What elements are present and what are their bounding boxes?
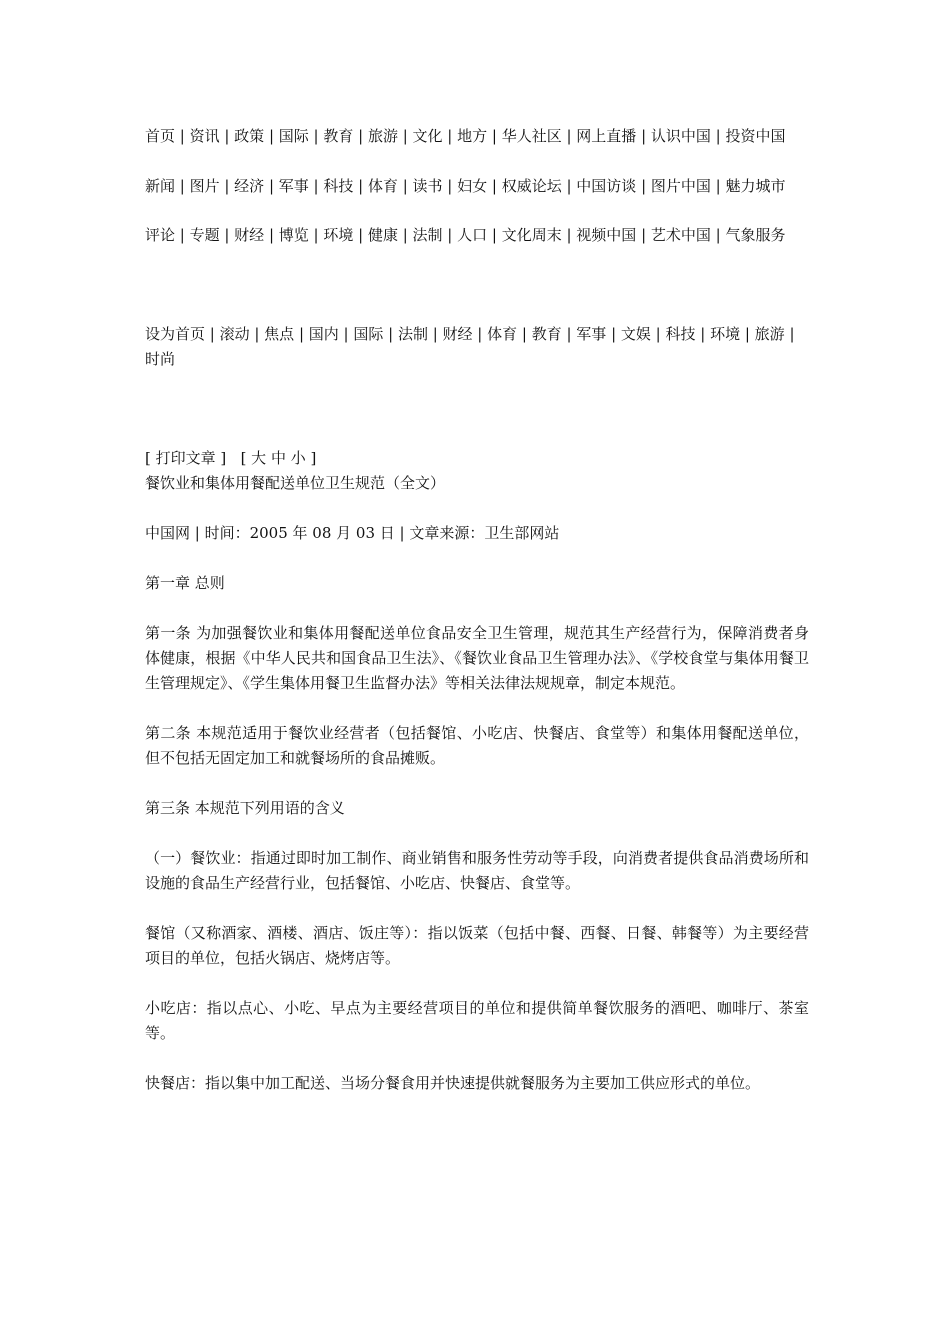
nav-row-2[interactable]: 新闻 | 图片 | 经济 | 军事 | 科技 | 体育 | 读书 | 妇女 | 权威论坛 | 中国访谈 | 图片中国 | 魅力城市 [145, 177, 786, 195]
article-paragraph: 第三条 本规范下列用语的含义 [145, 799, 345, 817]
article-paragraph: 快餐店：指以集中加工配送、当场分餐食用并快速提供就餐服务为主要加工供应形式的单位。 [145, 1074, 761, 1092]
article-paragraph: （一）餐饮业：指通过即时加工制作、商业销售和服务性劳动等手段，向消费者提供食品消费场所和设施的食品生产经营行业，包括餐馆、小吃店、快餐店、食堂等。 [145, 849, 809, 892]
print-article-link[interactable]: [ 打印文章 ] [145, 449, 227, 467]
article-tools [145, 446, 809, 471]
nav-row-1[interactable]: 首页 | 资讯 | 政策 | 国际 | 教育 | 旅游 | 文化 | 地方 | 华人社区 | 网上直播 | 认识中国 | 投资中国 [145, 127, 786, 145]
article-paragraph: 餐馆（又称酒家、酒楼、酒店、饭庄等）：指以饭菜（包括中餐、西餐、日餐、韩餐等）为主要经营项目的单位，包括火锅店、烧烤店等。 [145, 924, 809, 967]
article-meta: 中国网 | 时间：2005 年 08 月 03 日 | 文章来源：卫生部网站 [145, 524, 560, 542]
article-paragraph: 第一条 为加强餐饮业和集体用餐配送单位食品安全卫生管理，规范其生产经营行为，保障消费者身体健康，根据《中华人民共和国食品卫生法》、《餐饮业食品卫生管理办法》、《学校食堂与集体用餐卫生管理规定》、《学生集体用餐卫生监督办法》等相关法律法规规章，制定本规范。 [145, 624, 809, 692]
nav-row-3[interactable]: 评论 | 专题 | 财经 | 博览 | 环境 | 健康 | 法制 | 人口 | 文化周末 | 视频中国 | 艺术中国 | 气象服务 [145, 226, 786, 244]
article-paragraph: 小吃店：指以点心、小吃、早点为主要经营项目的单位和提供简单餐饮服务的酒吧、咖啡厅、茶室等。 [145, 999, 809, 1042]
article-title: 餐饮业和集体用餐配送单位卫生规范（全文） [145, 474, 446, 492]
article-paragraph: 第二条 本规范适用于餐饮业经营者（包括餐馆、小吃店、快餐店、食堂等）和集体用餐配送单位，但不包括无固定加工和就餐场所的食品摊贩。 [145, 724, 809, 767]
page-content [145, 124, 809, 1096]
sub-nav[interactable]: 设为首页 | 滚动 | 焦点 | 国内 | 国际 | 法制 | 财经 | 体育 | 教育 | 军事 | 文娱 | 科技 | 环境 | 旅游 | 时尚 [145, 325, 795, 368]
chapter-heading: 第一章 总则 [145, 574, 225, 592]
font-size-selector[interactable]: [ 大 中 小 ] [240, 449, 317, 467]
